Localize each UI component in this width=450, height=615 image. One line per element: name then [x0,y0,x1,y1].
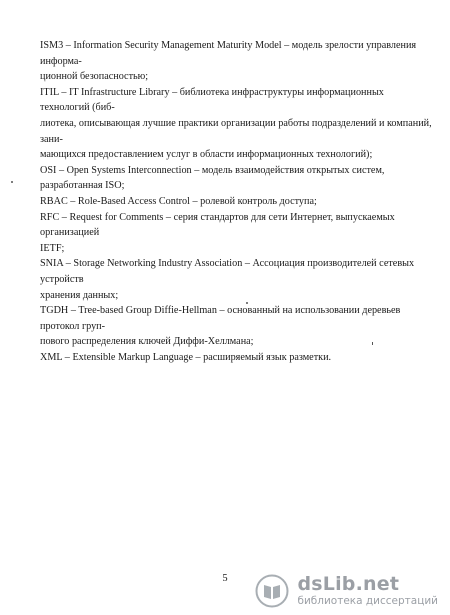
watermark-text [297,575,438,607]
entry-line: OSI – Open Systems Interconnection – модель взаимодействия открытых систем, разработанная ISO; [40,164,385,192]
entry-line: RBAC – Role-Based Access Control – ролевой контроль доступа; [40,195,317,207]
book-logo-icon [255,574,289,608]
entry-line: RFC – Request for Comments – серия стандартов для сети Интернет, выпускаемых организацией [40,211,395,239]
watermark-title: dsLib.net [297,573,400,596]
entry-line: лиотека, описывающая лучшие практики организации работы подразделений и компаний, зани- [40,117,432,145]
entry-line: хранения данных; [40,289,119,301]
scan-speck [246,302,248,304]
abbreviation-entry-xml [40,350,432,366]
entry-line: ционной безопасностью; [40,71,149,83]
entry-line: IETF; [40,242,65,254]
watermark-subtitle: библиотека диссертаций [297,595,438,608]
abbreviation-entry-rbac [40,194,432,210]
abbreviation-entry-osi [40,163,432,194]
abbreviation-list [40,38,432,365]
abbreviation-entry-ism3 [40,38,432,85]
entry-line: ITIL – IT Infrastructure Library – библиотека инфраструктуры информационных технологий (биб- [40,86,384,114]
abbreviation-entry-snia [40,256,432,303]
entry-line: пового распределения ключей Диффи-Хеллмана; [40,336,254,348]
entry-line: TGDH – Tree-based Group Diffie-Hellman – основанный на использовании деревьев протокол груп- [40,305,401,332]
abbreviation-entry-tgdh [40,303,432,350]
abbreviation-entry-rfc [40,210,432,257]
abbreviation-entry-itil [40,85,432,163]
entry-line: мающихся предоставлением услуг в области информационных технологий); [40,149,373,161]
entry-line: SNIA – Storage Networking Industry Association – Ассоциация производителей сетевых устройств [40,258,415,285]
entry-line: XML – Extensible Markup Language – расширяемый язык разметки. [40,351,332,363]
scan-speck [11,181,13,183]
scan-speck [372,342,373,345]
page-number: 5 [222,573,228,584]
entry-line: ISM3 – Information Security Management Maturity Model – модель зрелости управления информа- [40,40,417,67]
site-watermark [238,573,438,609]
